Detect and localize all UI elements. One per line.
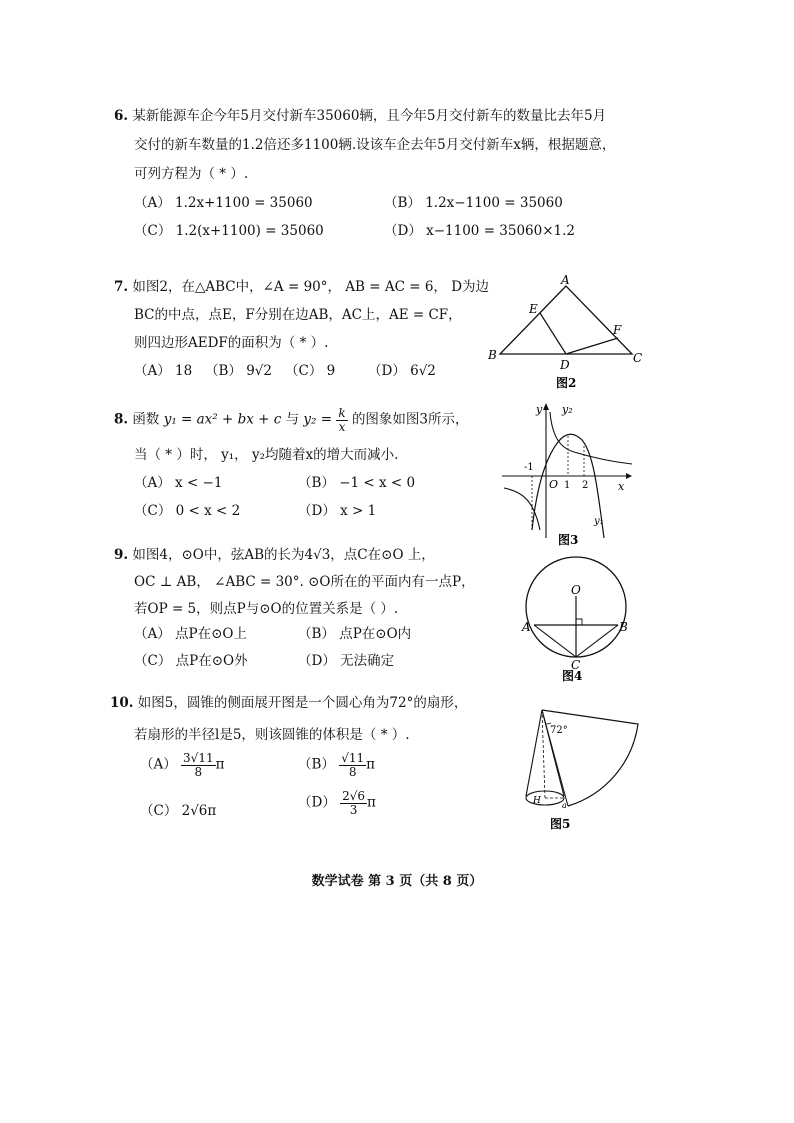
q10-option-d-num: 2√6 <box>342 789 366 803</box>
label-c: C <box>571 658 581 672</box>
q10-line1 <box>110 691 467 711</box>
q9-option-c: （C） 点P在⊙O外 <box>134 653 248 669</box>
q8-option-d: （D） x > 1 <box>298 503 377 519</box>
q8-line1 <box>114 407 469 433</box>
label-a: A <box>561 273 570 287</box>
q6-text-1: 某新能源车企今年5月交付新车35060辆，且今年5月交付新车的数量比去年5月 <box>132 108 607 124</box>
q10-option-d <box>298 790 376 816</box>
q7-option-a: （A） 18 <box>134 363 193 379</box>
q10-option-b-label: （B） <box>298 756 335 773</box>
figure-3-caption: 图3 <box>558 533 579 547</box>
q6-line3: 可列方程为（ * ）. <box>134 166 249 182</box>
q8-text-post: 的图象如图3所示， <box>351 411 469 428</box>
q10-option-a-den: 8 <box>194 764 203 779</box>
right-angle-mark <box>576 619 582 625</box>
q10-option-b-den: 8 <box>348 764 357 779</box>
label-x: x <box>618 480 625 493</box>
label-a: A <box>522 620 531 634</box>
label-d: D <box>560 358 570 372</box>
label-o: O <box>571 583 581 597</box>
label-h: H <box>533 796 541 806</box>
q7-text-1: 如图2，在△ABC中，∠A = 90°， AB = AC = 6， D为边 <box>132 279 490 295</box>
q10-option-a-label: （A） <box>140 756 177 773</box>
q8-fraction-k-over-x <box>336 407 347 433</box>
q8-number: 8. <box>114 411 129 428</box>
q6-option-a: （A） 1.2x+1100 = 35060 <box>134 195 313 211</box>
q9-option-d: （D） 无法确定 <box>298 653 395 669</box>
segment-df <box>566 338 618 354</box>
q7-option-b: （B） 9√2 <box>205 363 272 379</box>
q9-option-a: （A） 点P在⊙O上 <box>134 626 248 642</box>
q9-line3: 若OP = 5，则点P与⊙O的位置关系是（ ）. <box>134 601 399 617</box>
q8-fraction-num: k <box>338 406 346 420</box>
figure-4-caption: 图4 <box>562 669 583 683</box>
q7-line1 <box>114 275 489 295</box>
y-axis-arrow <box>543 403 549 410</box>
label-minus-1: -1 <box>524 462 534 473</box>
q10-option-b-num: √11 <box>341 751 365 765</box>
q8-line2: 当（ * ）时， y₁， y₂均随着x的增大而减小. <box>134 447 399 463</box>
q10-option-a-fraction <box>181 752 216 778</box>
figure-5 <box>520 700 650 840</box>
label-b: B <box>619 620 628 634</box>
x-axis-arrow <box>626 473 632 479</box>
q9-option-b: （B） 点P在⊙O内 <box>298 626 412 642</box>
label-a: a <box>562 801 567 810</box>
label-1: 1 <box>564 480 571 491</box>
q10-option-b-fraction <box>339 752 366 778</box>
label-b: B <box>488 348 497 362</box>
label-y2: y₂ <box>562 403 573 416</box>
q6-option-d: （D） x−1100 = 35060×1.2 <box>384 223 576 239</box>
q10-line2: 若扇形的半径l是5，则该圆锥的体积是（ * ）. <box>134 727 410 743</box>
q10-option-a-pi: π <box>215 756 225 773</box>
figure-2 <box>486 272 646 392</box>
q10-option-d-label: （D） <box>298 794 336 811</box>
q7-number: 7. <box>114 279 129 295</box>
q8-option-b: （B） −1 < x < 0 <box>298 475 416 491</box>
q8-text-mid: 与 <box>285 411 300 428</box>
figure-4 <box>518 552 638 682</box>
q9-number: 9. <box>114 547 129 563</box>
figure-3 <box>498 398 638 548</box>
q7-option-c: （C） 9 <box>285 363 336 379</box>
label-y: y <box>536 403 543 416</box>
label-f: F <box>613 323 622 337</box>
q8-option-a: （A） x < −1 <box>134 475 223 491</box>
q6-option-b: （B） 1.2x−1100 = 35060 <box>384 195 563 211</box>
cone-right-slant <box>542 710 564 796</box>
q10-option-b <box>298 752 375 778</box>
angle-arc <box>546 723 551 724</box>
label-2: 2 <box>582 480 589 491</box>
q8-option-c: （C） 0 < x < 2 <box>134 503 241 519</box>
q8-text-pre: 函数 <box>132 411 160 428</box>
cone-left-slant <box>526 710 542 796</box>
q7-option-d: （D） 6√2 <box>368 363 436 379</box>
q10-option-d-pi: π <box>367 794 376 811</box>
q6-option-c: （C） 1.2(x+1100) = 35060 <box>134 223 324 239</box>
label-origin: O <box>549 478 559 491</box>
segment-ed <box>540 313 566 354</box>
q10-number: 10. <box>110 695 134 711</box>
label-e: E <box>529 302 538 316</box>
q10-option-c: （C） 2√6π <box>140 803 217 819</box>
q6-number: 6. <box>114 108 129 124</box>
q8-fraction-den: x <box>338 419 346 434</box>
q10-option-a <box>140 752 224 778</box>
q9-text-1: 如图4，⊙O中，弦AB的长为4√3，点C在⊙O 上， <box>132 547 435 563</box>
q7-line2: BC的中点，点E，F分别在边AB，AC上，AE = CF， <box>134 307 462 323</box>
angle-label: 72° <box>550 725 568 736</box>
q10-option-b-pi: π <box>366 756 376 773</box>
q10-option-d-den: 3 <box>349 802 358 817</box>
label-c: C <box>633 351 643 365</box>
q10-option-a-num: 3√11 <box>183 751 214 765</box>
q7-line3: 则四边形AEDF的面积为（ * ）. <box>134 335 329 351</box>
q8-equation-2-lhs: y₂ = <box>303 411 333 428</box>
q6-line1 <box>114 104 606 124</box>
q9-line2: OC ⊥ AB， ∠ABC = 30°. ⊙O所在的平面内有一点P， <box>134 574 475 590</box>
label-y1: y₁ <box>594 516 604 527</box>
q8-equation-1: y₁ = ax² + bx + c <box>163 411 282 428</box>
q9-line1 <box>114 543 435 563</box>
q10-option-d-fraction <box>340 790 367 816</box>
cone-height <box>542 710 545 798</box>
page-footer: 数学试卷 第 3 页（共 8 页） <box>311 874 483 889</box>
figure-5-caption: 图5 <box>550 817 571 831</box>
figure-2-caption: 图2 <box>556 376 577 390</box>
q10-text-1: 如图5，圆锥的侧面展开图是一个圆心角为72°的扇形， <box>137 695 468 711</box>
q6-line2: 交付的新车数量的1.2倍还多1100辆.设该车企去年5月交付新车x辆，根据题意， <box>134 137 616 153</box>
